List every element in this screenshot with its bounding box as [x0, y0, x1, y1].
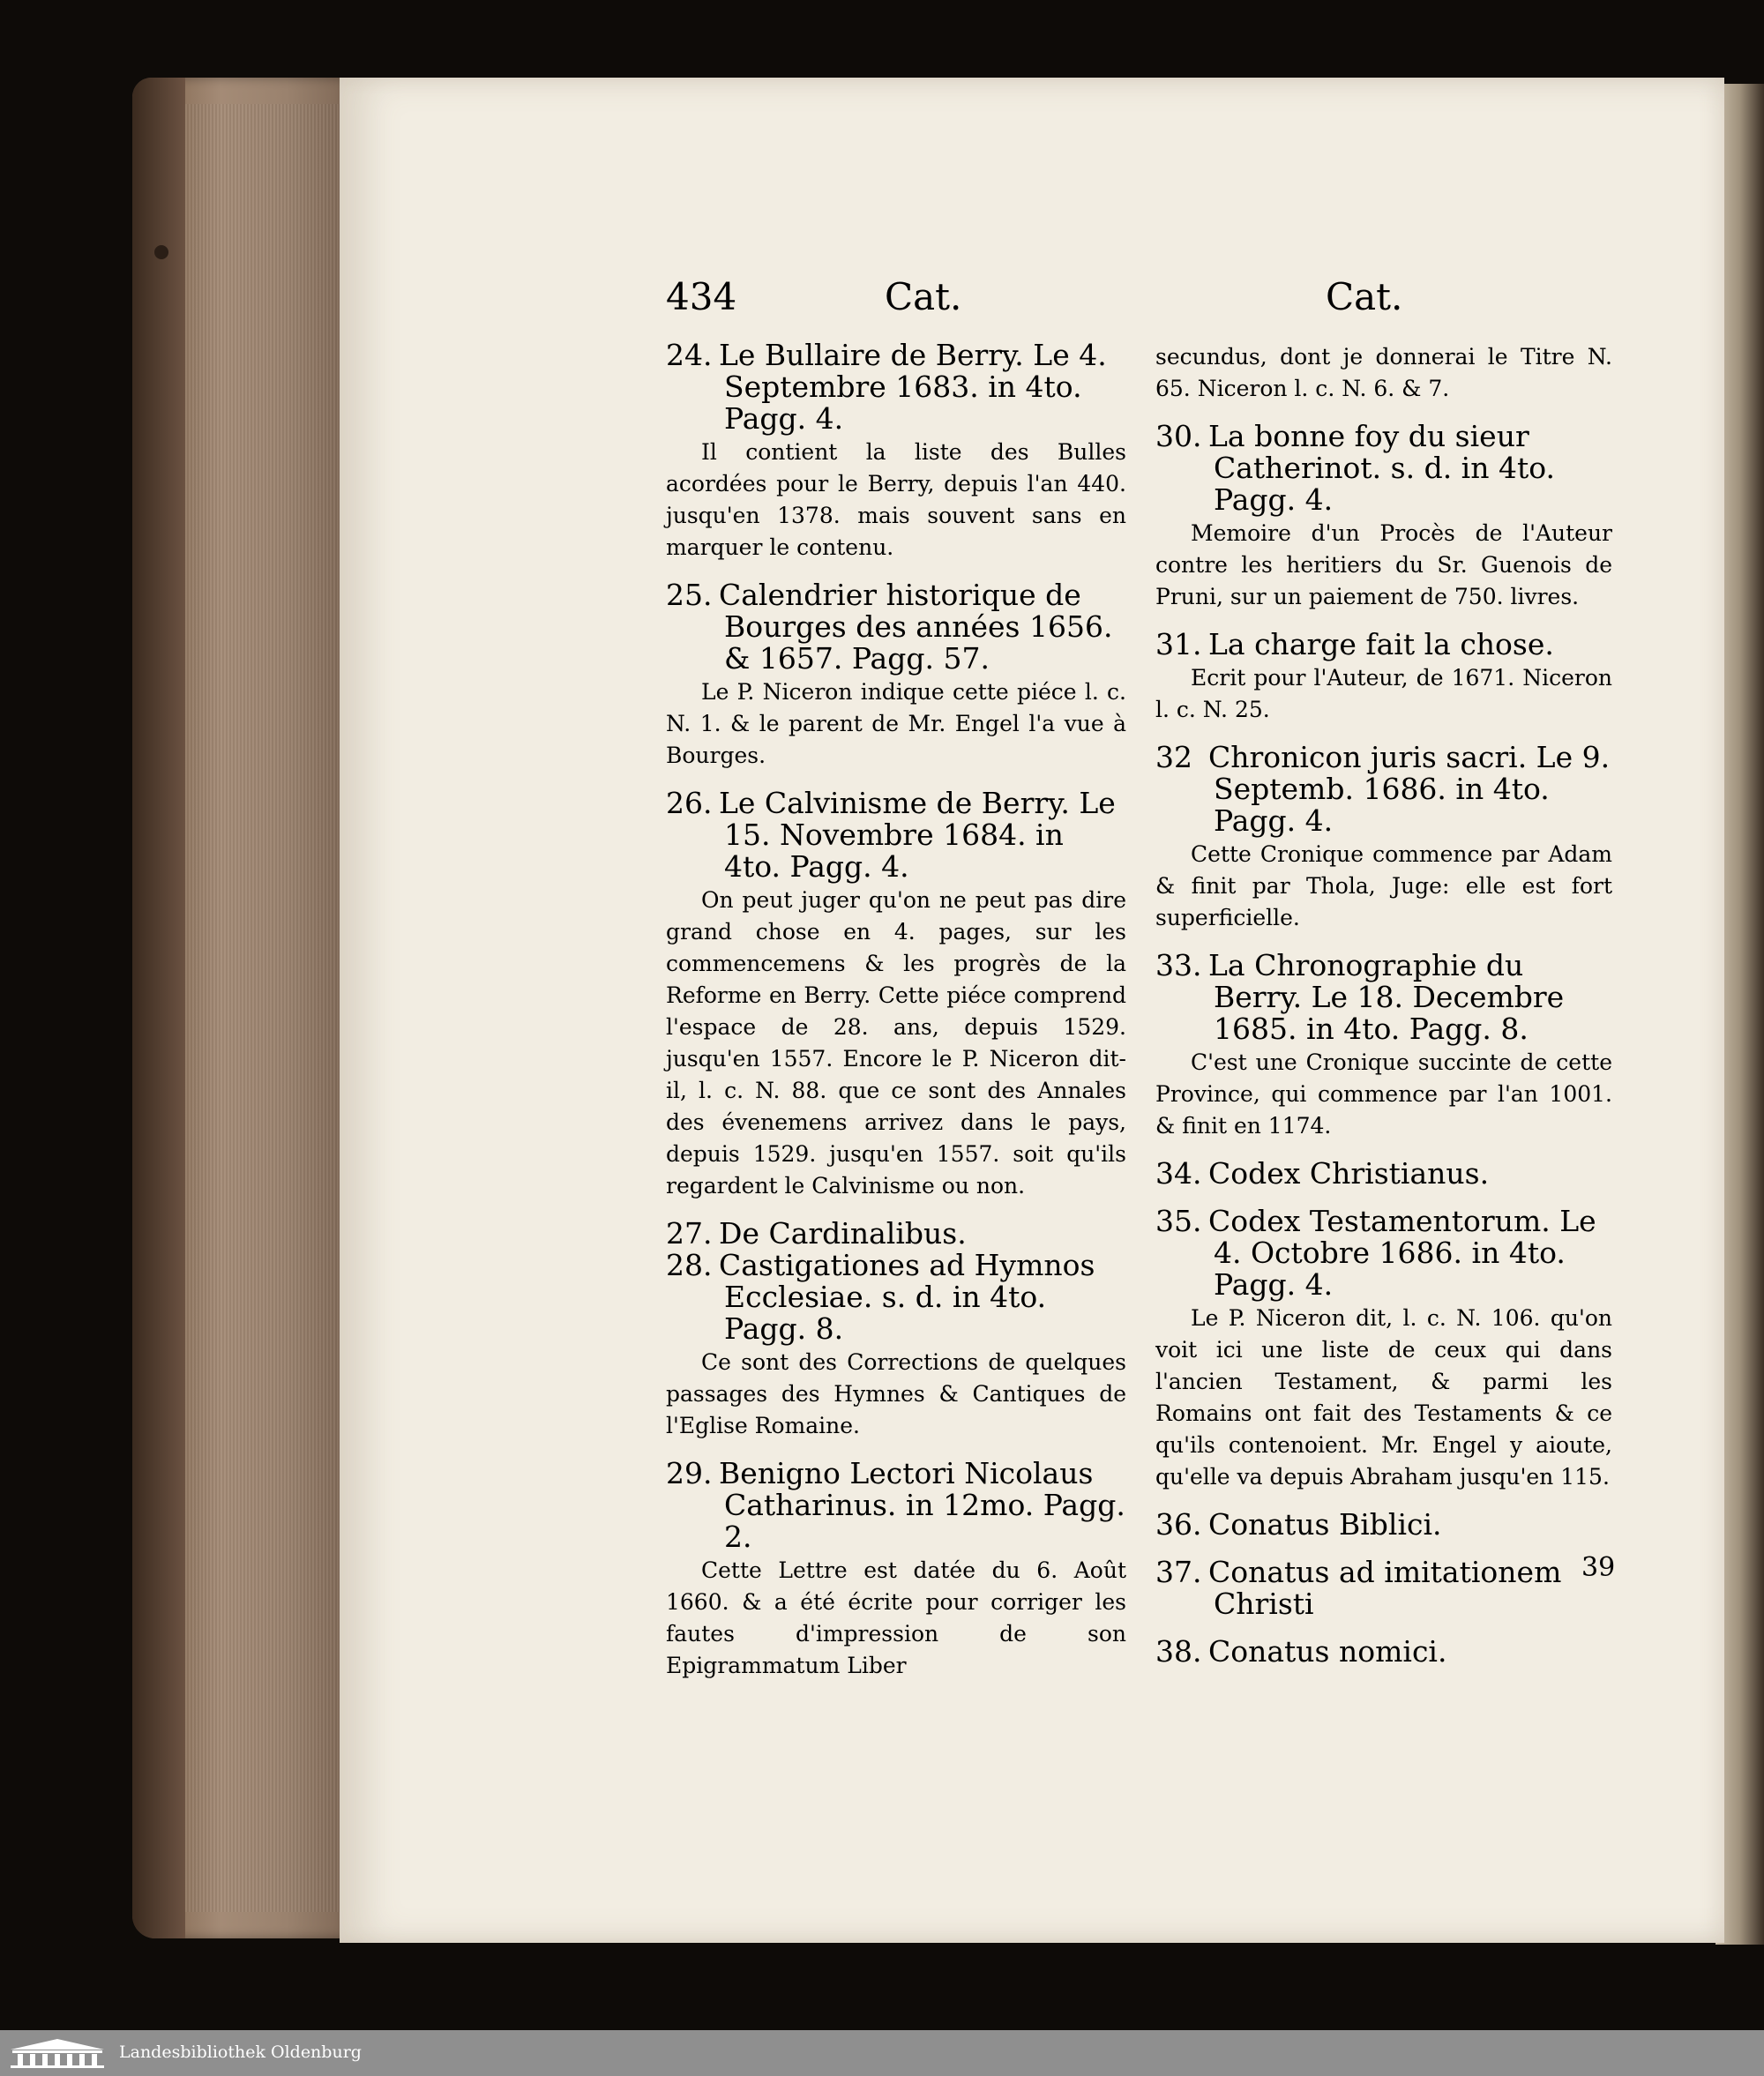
entry-title: Benigno Lectori Nicolaus Catharinus. in 12mo. Pagg. 2.: [719, 1456, 1125, 1554]
entry-number: 26.: [666, 786, 713, 820]
catalog-entry: [666, 1218, 1126, 1250]
entry-number: 33.: [1155, 948, 1202, 982]
entry-description: Il contient la liste des Bulles acordées pour le Berry, depuis l'an 440. jusqu'en 1378. mais souvent sans en marquer le contenu.: [666, 439, 1126, 560]
signature-mark: 39: [1581, 1552, 1616, 1583]
entry-title: Codex Testamentorum. Le 4. Octobre 1686. in 4to. Pagg. 4.: [1208, 1204, 1596, 1302]
entry-title: Le Calvinisme de Berry. Le 15. Novembre 1684. in 4to. Pagg. 4.: [719, 786, 1116, 884]
entry-number: 38.: [1155, 1634, 1202, 1669]
catalog-entry: [1155, 1206, 1612, 1493]
entry-number: 32: [1155, 740, 1192, 774]
book-left-edge: [132, 78, 353, 1938]
entry-title: Calendrier historique de Bourges des années 1656. & 1657. Pagg. 57.: [719, 578, 1113, 676]
catalog-entry: [1155, 421, 1612, 613]
entry-number: 27.: [666, 1216, 713, 1251]
entry-description: Cette Lettre est datée du 6. Août 1660. & a été écrite pour corriger les fautes d'impression de son Epigrammatum Liber: [666, 1557, 1126, 1678]
entry-description: On peut juger qu'on ne peut pas dire grand chose en 4. pages, sur les commencemens & les progrès de la Reforme en Berry. Cette piéce comprend l'espace de 28. ans, depuis 1529. jusqu'en 1557. Encore le P. Niceron dit-il, l. c. N. 88. que ce sont des Annales des évenemens arrivez dans le pays, depuis 1529. jusqu'en 1557. soit qu'ils regardent le Calvinisme ou non.: [666, 887, 1126, 1199]
entry-number: 31.: [1155, 627, 1202, 661]
entry-title: La Chronographie du Berry. Le 18. Decembre 1685. in 4to. Pagg. 8.: [1208, 948, 1565, 1046]
entry-title: Codex Christianus.: [1208, 1156, 1490, 1191]
entry-title: La charge fait la chose.: [1208, 627, 1554, 661]
entry-number: 35.: [1155, 1204, 1202, 1238]
entry-title: Conatus nomici.: [1208, 1634, 1447, 1669]
entry-number: 34.: [1155, 1156, 1202, 1191]
entry-title: Chronicon juris sacri. Le 9. Septemb. 1686. in 4to. Pagg. 4.: [1208, 740, 1611, 838]
entry-description: secundus, dont je donnerai le Titre N. 65. Niceron l. c. N. 6. & 7.: [1155, 344, 1612, 401]
catalog-entry: [1155, 742, 1612, 934]
catalog-entry: [1155, 1557, 1612, 1620]
entry-title: Conatus Biblici.: [1208, 1507, 1442, 1542]
page-number: 434: [666, 275, 737, 318]
catalog-entry-continued: [1155, 341, 1612, 405]
entry-description: Ce sont des Corrections de quelques passages des Hymnes & Cantiques de l'Eglise Romaine.: [666, 1349, 1126, 1438]
entry-description: Memoire d'un Procès de l'Auteur contre les heritiers du Sr. Guenois de Pruni, sur un paiement de 750. livres.: [1155, 520, 1612, 609]
catalog-entry: [1155, 1509, 1612, 1541]
running-head-left: Cat.: [885, 275, 962, 318]
page-stack: [185, 104, 353, 1912]
catalog-entry: [1155, 1158, 1612, 1190]
library-name: Landesbibliothek Oldenburg: [119, 2042, 362, 2062]
entry-title: De Cardinalibus.: [719, 1216, 967, 1251]
entry-number: 36.: [1155, 1507, 1202, 1542]
catalog-entry: [1155, 629, 1612, 726]
entry-title: Conatus ad imitationem Christi: [1208, 1555, 1562, 1621]
entry-title: La bonne foy du sieur Catherinot. s. d. in 4to. Pagg. 4.: [1208, 419, 1556, 517]
binding-pin: [154, 245, 168, 259]
book-cover-edge: [132, 78, 185, 1938]
library-building-icon: [7, 2037, 108, 2069]
entry-description: Ecrit pour l'Auteur, de 1671. Niceron l. c. N. 25.: [1155, 665, 1612, 722]
entry-number: 37.: [1155, 1555, 1202, 1589]
entry-title: Castigationes ad Hymnos Ecclesiae. s. d. in 4to. Pagg. 8.: [719, 1248, 1095, 1346]
footer-bar: [0, 2030, 1764, 2076]
entry-description: C'est une Cronique succinte de cette Province, qui commence par l'an 1001. & finit en 1174.: [1155, 1049, 1612, 1139]
catalog-entry: [666, 1250, 1126, 1442]
left-column: [666, 340, 1126, 1698]
running-head-right: Cat.: [1326, 275, 1403, 318]
entry-number: 29.: [666, 1456, 713, 1490]
entry-description: Le P. Niceron dit, l. c. N. 106. qu'on voit ici une liste de ceux qui dans l'ancien Testament, & parmi les Romains ont fait des Testaments & ce qu'ils contenoient. Mr. Engel y aioute, qu'elle va depuis Abraham jusqu'en 115.: [1155, 1305, 1612, 1490]
entry-number: 25.: [666, 578, 713, 612]
catalog-entry: [666, 579, 1126, 772]
catalog-entry: [1155, 950, 1612, 1142]
entry-description: Cette Cronique commence par Adam & finit par Thola, Juge: elle est fort superficielle.: [1155, 841, 1612, 930]
catalog-entry: [666, 788, 1126, 1202]
catalog-entry: [666, 340, 1126, 564]
entry-number: 24.: [666, 338, 713, 372]
entry-description: Le P. Niceron indique cette piéce l. c. N. 1. & le parent de Mr. Engel l'a vue à Bourges.: [666, 679, 1126, 768]
right-column: [1155, 340, 1612, 1668]
entry-title: Le Bullaire de Berry. Le 4. Septembre 1683. in 4to. Pagg. 4.: [719, 338, 1107, 436]
catalog-entry: [666, 1458, 1126, 1682]
entry-number: 30.: [1155, 419, 1202, 453]
entry-number: 28.: [666, 1248, 713, 1282]
catalog-entry: [1155, 1636, 1612, 1668]
